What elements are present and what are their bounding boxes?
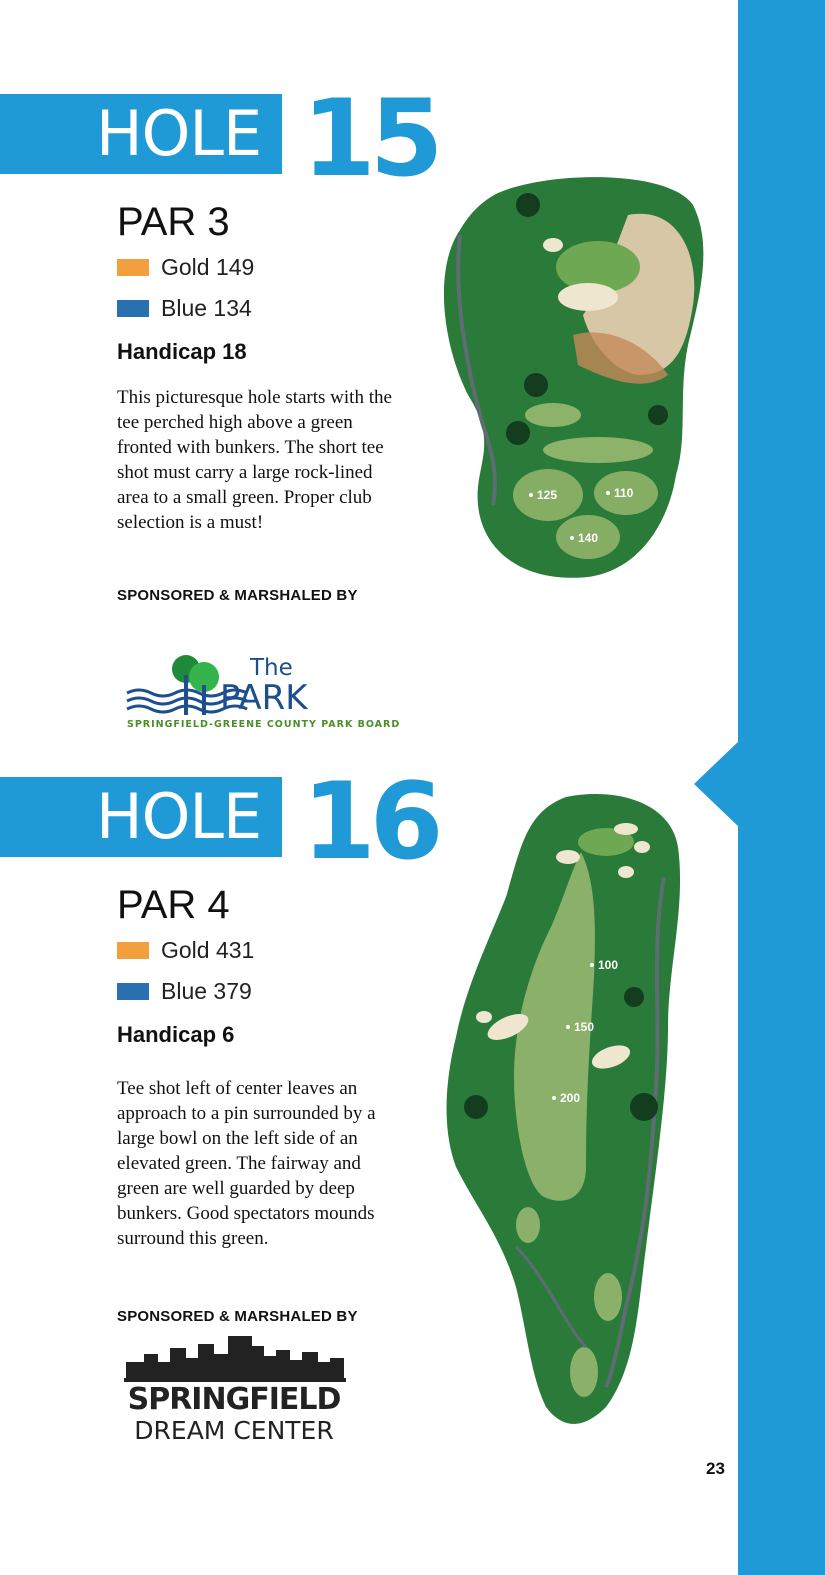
par-value: PAR 4 <box>117 883 230 927</box>
hole-description: Tee shot left of center leaves an approach to a pin surrounded by a large bowl on the left side of an elevated green. The fairway and green are well guarded by deep bunkers. Good spectators mounds surround this green. <box>117 1078 376 1249</box>
side-accent-bar <box>738 0 825 1575</box>
tee-gold <box>117 936 255 963</box>
yardage-marker: 110 <box>614 486 634 500</box>
blue-tee-label: Blue 134 <box>161 294 252 321</box>
dream-center-logo <box>124 1332 346 1454</box>
hole-number: 15 <box>302 77 438 200</box>
blue-tee-label: Blue 379 <box>161 977 252 1004</box>
logo-park-text: PARK <box>220 678 308 718</box>
logo-park-board-text: SPRINGFIELD-GREENE COUNTY PARK BOARD <box>127 719 401 730</box>
sponsor-heading: SPONSORED & MARSHALED BY <box>117 1308 358 1325</box>
page-number: 23 <box>706 1459 725 1478</box>
side-accent-notch <box>694 740 740 828</box>
yardage-marker: 100 <box>598 958 619 972</box>
yardage-marker: 125 <box>537 488 558 502</box>
handicap: Handicap 6 <box>117 1022 235 1047</box>
city-skyline-icon <box>124 1332 346 1382</box>
logo-springfield-text: SPRINGFIELD <box>127 1382 341 1417</box>
yardage-marker: 200 <box>560 1091 581 1105</box>
blue-tee-swatch <box>117 983 149 1000</box>
yardage-marker: 150 <box>574 1020 595 1034</box>
gold-tee-label: Gold 149 <box>161 253 255 280</box>
hole-16-aerial-map <box>446 787 694 1430</box>
handicap: Handicap 18 <box>117 339 247 364</box>
logo-dream-center-text: DREAM CENTER <box>134 1416 334 1445</box>
gold-tee-swatch <box>117 259 149 276</box>
tee-blue <box>117 294 252 321</box>
park-board-logo <box>125 645 401 735</box>
gold-tee-label: Gold 431 <box>161 936 255 963</box>
tee-blue <box>117 977 252 1004</box>
yardage-marker: 140 <box>578 531 599 545</box>
tee-gold <box>117 253 255 280</box>
hole-number: 16 <box>302 760 438 883</box>
hole-description: This picturesque hole starts with the tee perched high above a green fronted with bunkers. The short tee shot must carry a large rock-lined area to a small green. Proper club selection is a must! <box>117 387 392 533</box>
hole-15-aerial-map <box>438 175 716 580</box>
hole-word: HOLE <box>96 780 262 853</box>
gold-tee-swatch <box>117 942 149 959</box>
hole-word: HOLE <box>96 97 262 170</box>
par-value: PAR 3 <box>117 200 230 244</box>
logo-the-text: The <box>250 655 293 681</box>
sponsor-heading: SPONSORED & MARSHALED BY <box>117 587 358 604</box>
blue-tee-swatch <box>117 300 149 317</box>
